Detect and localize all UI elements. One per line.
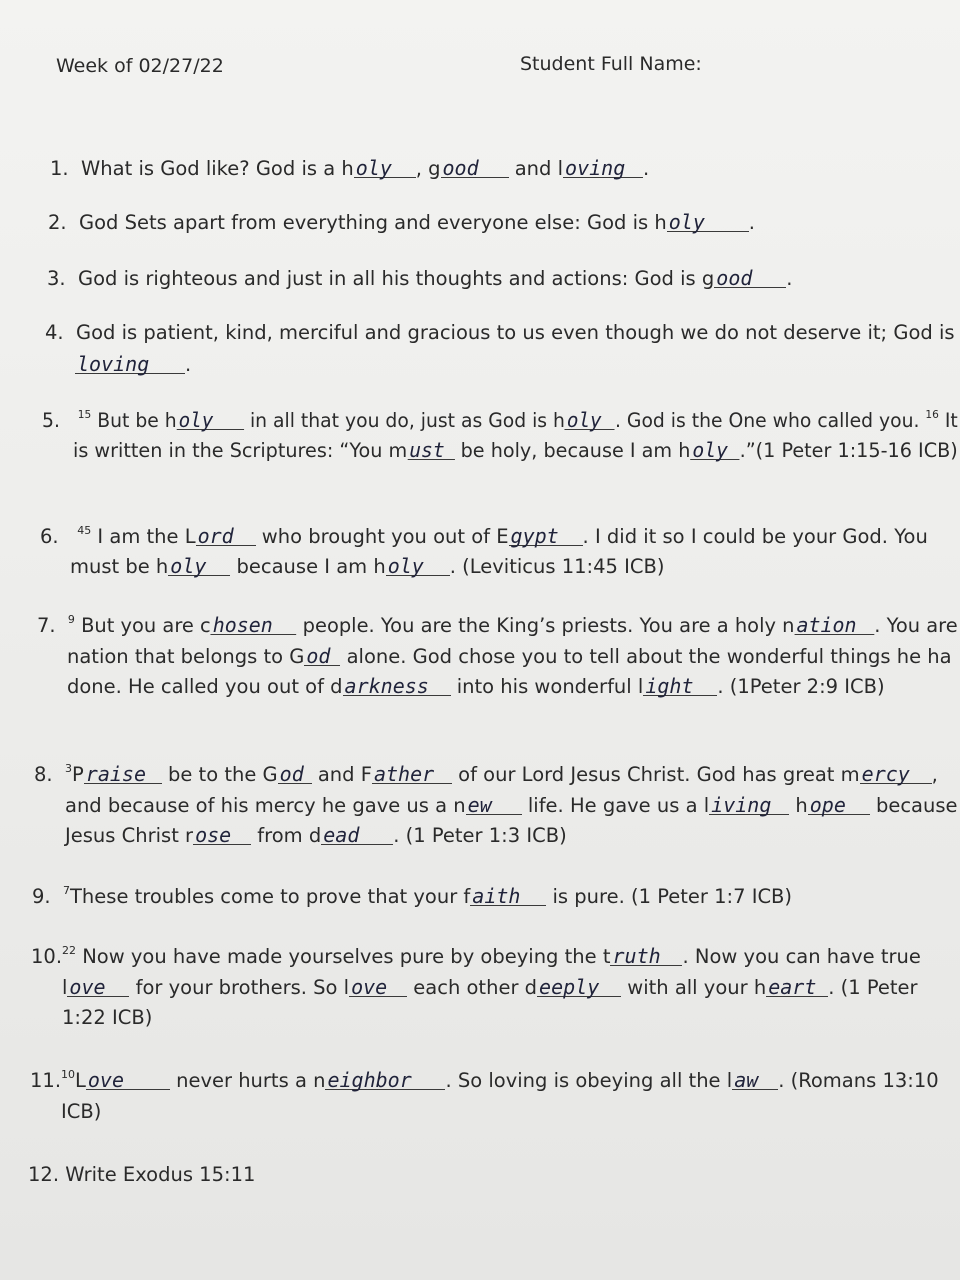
question-number: 6. bbox=[40, 525, 59, 548]
answer-blank[interactable] bbox=[808, 793, 870, 815]
question-number: 12. bbox=[28, 1163, 60, 1186]
answer-blank[interactable] bbox=[75, 352, 185, 374]
week-label: Week of 02/27/22 bbox=[56, 55, 224, 77]
answer-blank[interactable] bbox=[565, 408, 615, 430]
verse-number: 45 bbox=[77, 524, 92, 537]
question-4: 4. God is patient, kind, merciful and gracious to us even though we do not deserve it; God is bbox=[45, 321, 955, 344]
question-5-cont: is written in the Scriptures: “You m ust be holy, because I am h oly .”(1 Peter 1:15-16 ICB) bbox=[73, 438, 958, 462]
question-number: 2. bbox=[48, 211, 67, 234]
question-2: 2. God Sets apart from everything and everyone else: God is h oly . bbox=[48, 210, 755, 234]
handwritten-answer: ather bbox=[373, 762, 435, 786]
handwritten-answer: ruth bbox=[612, 944, 661, 968]
handwritten-answer: oly bbox=[668, 210, 705, 234]
answer-blank[interactable] bbox=[211, 613, 297, 635]
answer-blank[interactable] bbox=[643, 674, 717, 696]
answer-blank[interactable] bbox=[168, 554, 230, 576]
handwritten-answer: gypt bbox=[510, 524, 559, 548]
answer-blank[interactable] bbox=[86, 1068, 170, 1090]
answer-blank[interactable] bbox=[354, 156, 416, 178]
handwritten-answer: oly bbox=[692, 438, 728, 462]
answer-blank[interactable] bbox=[304, 644, 340, 666]
handwritten-answer: oly bbox=[387, 554, 424, 578]
answer-blank[interactable] bbox=[407, 438, 454, 460]
handwritten-answer: oly bbox=[566, 408, 602, 432]
question-8-cont2: Jesus Christ r ose from d ead . (1 Peter 1:3 ICB) bbox=[65, 823, 567, 847]
answer-blank[interactable] bbox=[321, 823, 393, 845]
handwritten-answer: eighbor bbox=[327, 1068, 412, 1092]
answer-blank[interactable] bbox=[466, 793, 522, 815]
answer-blank[interactable] bbox=[386, 554, 450, 576]
question-4-cont: loving . bbox=[77, 352, 192, 376]
question-10-cont: l ove for your brothers. So l ove each other d eeply with all your h eart . (1 Peter bbox=[62, 975, 918, 999]
handwritten-answer: ove bbox=[69, 975, 106, 999]
answer-blank[interactable] bbox=[714, 266, 786, 288]
handwritten-answer: od bbox=[306, 644, 331, 668]
answer-blank[interactable] bbox=[732, 1068, 778, 1090]
question-12: 12. Write Exodus 15:11 bbox=[28, 1163, 256, 1186]
handwritten-answer: aw bbox=[734, 1068, 759, 1092]
handwritten-answer: aith bbox=[472, 884, 521, 908]
handwritten-answer: oly bbox=[170, 554, 207, 578]
question-9: 9. $^7$These troubles come to prove that your f aith is pure. (1 Peter 1:7 ICB) bbox=[32, 884, 793, 908]
handwritten-answer: ation bbox=[796, 613, 857, 637]
handwritten-answer: ose bbox=[195, 823, 232, 847]
answer-blank[interactable] bbox=[860, 762, 932, 784]
handwritten-answer: hosen bbox=[212, 613, 273, 637]
handwritten-answer: ew bbox=[467, 793, 492, 817]
question-number: 7. bbox=[37, 614, 56, 637]
verse-number: 22 bbox=[62, 944, 77, 957]
handwritten-answer: ope bbox=[809, 793, 846, 817]
verse-number: 3 bbox=[65, 762, 73, 775]
handwritten-answer: ove bbox=[351, 975, 388, 999]
answer-blank[interactable] bbox=[67, 975, 129, 997]
answer-blank[interactable] bbox=[563, 156, 643, 178]
verse-number: 7 bbox=[63, 884, 71, 897]
handwritten-answer: ercy bbox=[861, 762, 910, 786]
question-number: 3. bbox=[47, 267, 66, 290]
question-8: 8. $^3$P raise be to the G od and F ather of our Lord Jesus Christ. God has great m ercy , bbox=[34, 762, 938, 786]
answer-blank[interactable] bbox=[196, 524, 256, 546]
answer-blank[interactable] bbox=[193, 823, 251, 845]
handwritten-answer: eeply bbox=[539, 975, 600, 999]
handwritten-answer: ust bbox=[409, 438, 445, 462]
handwritten-answer: iving bbox=[711, 793, 772, 817]
handwritten-answer: oly bbox=[178, 408, 214, 432]
handwritten-answer: eart bbox=[768, 975, 817, 999]
handwritten-answer: oving bbox=[565, 156, 626, 180]
question-number: 5. bbox=[42, 409, 60, 432]
question-8-cont: and because of his mercy he gave us a n ew life. He gave us a l iving h ope because bbox=[65, 793, 958, 817]
answer-blank[interactable] bbox=[537, 975, 621, 997]
handwritten-answer: od bbox=[279, 762, 304, 786]
answer-blank[interactable] bbox=[441, 156, 509, 178]
handwritten-answer: ord bbox=[197, 524, 234, 548]
answer-blank[interactable] bbox=[325, 1068, 445, 1090]
question-11: 11.10L ove never hurts a n eighbor . So loving is obeying all the l aw . (Romans 13:10 bbox=[30, 1068, 939, 1092]
answer-blank[interactable] bbox=[667, 210, 749, 232]
answer-blank[interactable] bbox=[709, 793, 789, 815]
student-name-label: Student Full Name: bbox=[520, 53, 702, 75]
answer-blank[interactable] bbox=[766, 975, 828, 997]
question-1: 1. What is God like? God is a h oly , g ood and l oving . bbox=[50, 156, 650, 180]
question-10: 10.22 Now you have made yourselves pure by obeying the t ruth . Now you can have true bbox=[31, 944, 921, 968]
verse-number: 9 bbox=[67, 613, 75, 626]
handwritten-answer: ight bbox=[645, 674, 694, 698]
answer-blank[interactable] bbox=[470, 884, 546, 906]
handwritten-answer: ove bbox=[87, 1068, 125, 1092]
answer-blank[interactable] bbox=[84, 762, 162, 784]
question-number: 4. bbox=[45, 321, 64, 344]
question-3: 3. God is righteous and just in all his thoughts and actions: God is g ood . bbox=[47, 266, 793, 290]
question-6-cont: must be h oly because I am h oly . (Leviticus 11:45 ICB) bbox=[70, 554, 665, 578]
question-number: 10. bbox=[31, 945, 63, 968]
handwritten-answer: arkness bbox=[344, 674, 429, 698]
question-11-cont: ICB) bbox=[61, 1100, 102, 1123]
handwritten-answer: raise bbox=[85, 762, 146, 786]
question-number: 11. bbox=[30, 1069, 62, 1092]
verse-number: 10 bbox=[61, 1068, 76, 1081]
question-5: 5. $^{15}$ But be h oly in all that you do, just as God is h oly . God is the One who called you. $^{16}$ It bbox=[42, 408, 958, 432]
question-10-cont2: 1:22 ICB) bbox=[62, 1006, 153, 1029]
question-6: 6. $^{45}$ I am the L ord who brought you out of E gypt . I did it so I could be your God. You bbox=[40, 524, 928, 548]
handwritten-answer: oly bbox=[355, 156, 392, 180]
handwritten-answer: ood bbox=[442, 156, 479, 180]
answer-blank[interactable] bbox=[372, 762, 452, 784]
answer-blank[interactable] bbox=[610, 944, 682, 966]
answer-blank[interactable] bbox=[794, 613, 874, 635]
question-7: 7. $^9$ But you are c hosen people. You are the King’s priests. You are a holy n ation . You are bbox=[37, 613, 958, 637]
verse-number: 15 bbox=[77, 408, 92, 421]
answer-blank[interactable] bbox=[349, 975, 407, 997]
question-number: 9. bbox=[32, 885, 51, 908]
answer-blank[interactable] bbox=[343, 674, 451, 696]
question-number: 8. bbox=[34, 763, 53, 786]
verse-number: 16 bbox=[925, 408, 939, 421]
handwritten-answer: loving bbox=[77, 352, 150, 376]
question-7-cont: nation that belongs to G od alone. God chose you to tell about the wonderful things he ha bbox=[67, 644, 952, 668]
answer-blank[interactable] bbox=[177, 408, 244, 430]
handwritten-answer: ood bbox=[716, 266, 753, 290]
question-number: 1. bbox=[50, 157, 69, 180]
question-7-cont2: done. He called you out of d arkness into his wonderful l ight . (1Peter 2:9 ICB) bbox=[67, 674, 885, 698]
answer-blank[interactable] bbox=[509, 524, 583, 546]
handwritten-answer: ead bbox=[323, 823, 360, 847]
answer-blank[interactable] bbox=[278, 762, 312, 784]
answer-blank[interactable] bbox=[690, 438, 739, 460]
